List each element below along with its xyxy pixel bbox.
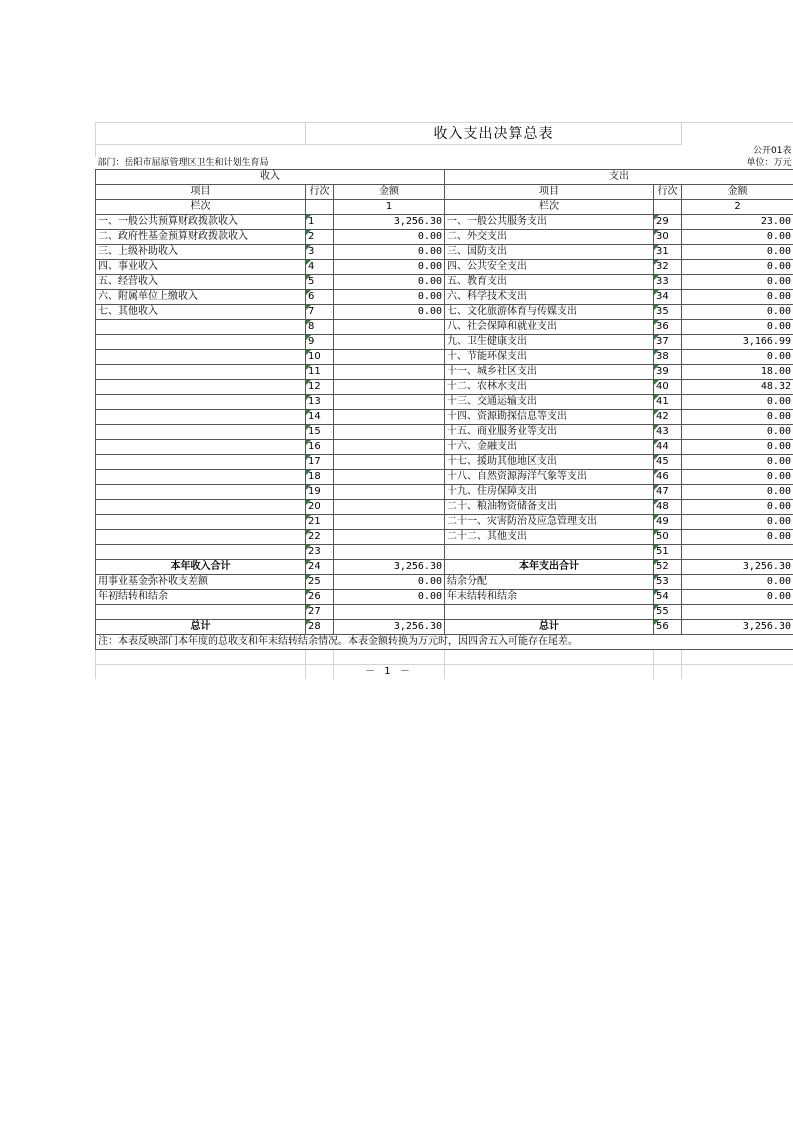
expense-item-cell: 八、社会保障和就业支出	[445, 320, 654, 335]
income-item-cell	[96, 395, 306, 410]
income-item-cell: 用事业基金弥补收支差额	[96, 575, 306, 590]
income-line-cell: 19	[306, 485, 334, 500]
unit-label: 单位：万元	[746, 158, 792, 168]
expense-item-cell: 十、节能环保支出	[445, 350, 654, 365]
expense-line-cell: 42	[654, 410, 682, 425]
income-amount-cell	[334, 320, 445, 335]
income-amount-cell	[334, 485, 445, 500]
expense-item-cell: 五、教育支出	[445, 275, 654, 290]
expense-amount-cell: 0.00	[682, 590, 793, 605]
expense-amount-cell: 3,166.99	[682, 335, 793, 350]
income-item-cell	[96, 380, 306, 395]
expense-item-cell: 总计	[445, 620, 654, 635]
income-amount-cell	[334, 515, 445, 530]
income-amount-cell: 0.00	[334, 260, 445, 275]
income-item-cell: 六、附属单位上缴收入	[96, 290, 306, 305]
table-row	[96, 260, 793, 275]
income-item-cell	[96, 500, 306, 515]
income-section-header: 收入	[96, 170, 445, 185]
income-item-cell	[96, 440, 306, 455]
income-item-cell	[96, 350, 306, 365]
income-line-cell: 22	[306, 530, 334, 545]
expense-line-cell: 36	[654, 320, 682, 335]
expense-item-cell: 十五、商业服务业等支出	[445, 425, 654, 440]
expense-line-cell: 29	[654, 215, 682, 230]
table-row	[96, 290, 793, 305]
income-item-cell	[96, 530, 306, 545]
expense-amount-cell: 0.00	[682, 230, 793, 245]
income-item-cell: 二、政府性基金预算财政拨款收入	[96, 230, 306, 245]
expense-item-cell: 十七、援助其他地区支出	[445, 455, 654, 470]
income-amount-cell	[334, 545, 445, 560]
income-item-cell	[96, 545, 306, 560]
expense-line-cell: 33	[654, 275, 682, 290]
expense-amount-cell: 0.00	[682, 500, 793, 515]
expense-item-cell: 二十二、其他支出	[445, 530, 654, 545]
expense-item-cell: 十二、农林水支出	[445, 380, 654, 395]
expense-amount-cell	[682, 605, 793, 620]
expense-amount-cell: 0.00	[682, 305, 793, 320]
income-amount-cell	[334, 440, 445, 455]
expense-amount-cell: 0.00	[682, 575, 793, 590]
income-amount-cell: 3,256.30	[334, 620, 445, 635]
expense-item-cell	[445, 605, 654, 620]
income-item-cell	[96, 365, 306, 380]
income-line-cell: 8	[306, 320, 334, 335]
expense-item-cell: 六、科学技术支出	[445, 290, 654, 305]
income-amount-cell	[334, 605, 445, 620]
income-item-cell: 年初结转和结余	[96, 590, 306, 605]
income-line-cell: 6	[306, 290, 334, 305]
expense-item-cell: 九、卫生健康支出	[445, 335, 654, 350]
expense-line-cell: 30	[654, 230, 682, 245]
income-amount-cell	[334, 425, 445, 440]
table-row	[96, 455, 793, 470]
income-line-cell: 18	[306, 470, 334, 485]
table-row	[96, 365, 793, 380]
income-item-cell: 四、事业收入	[96, 260, 306, 275]
table-row	[96, 320, 793, 335]
expense-amount-cell: 0.00	[682, 455, 793, 470]
expense-amount-cell: 0.00	[682, 395, 793, 410]
expense-line-cell: 35	[654, 305, 682, 320]
income-amount-cell: 3,256.30	[334, 560, 445, 575]
expense-line-cell: 38	[654, 350, 682, 365]
expense-item-cell: 十八、自然资源海洋气象等支出	[445, 470, 654, 485]
expense-amount-cell	[682, 545, 793, 560]
income-amount-cell	[334, 350, 445, 365]
income-line-cell: 5	[306, 275, 334, 290]
spreadsheet-page	[95, 122, 793, 679]
expense-line-cell: 56	[654, 620, 682, 635]
income-item-cell	[96, 515, 306, 530]
income-line-cell: 24	[306, 560, 334, 575]
income-amount-cell: 0.00	[334, 290, 445, 305]
expense-amount-cell: 0.00	[682, 530, 793, 545]
expense-amount-cell: 18.00	[682, 365, 793, 380]
expense-line-cell: 31	[654, 245, 682, 260]
income-line-cell: 3	[306, 245, 334, 260]
income-line-cell: 4	[306, 260, 334, 275]
income-item-cell: 总计	[96, 620, 306, 635]
table-row	[96, 590, 793, 605]
expense-line-cell: 50	[654, 530, 682, 545]
income-item-cell: 本年收入合计	[96, 560, 306, 575]
income-line-cell: 7	[306, 305, 334, 320]
expense-line-cell: 40	[654, 380, 682, 395]
expense-line-cell: 47	[654, 485, 682, 500]
expense-col-number: 2	[682, 200, 793, 215]
expense-item-cell: 二十一、灾害防治及应急管理支出	[445, 515, 654, 530]
income-amount-cell	[334, 455, 445, 470]
table-title: 收入支出决算总表	[306, 123, 682, 145]
table-row	[96, 485, 793, 500]
expense-amount-cell: 0.00	[682, 275, 793, 290]
income-line-header: 行次	[306, 185, 334, 200]
income-amount-cell: 3,256.30	[334, 215, 445, 230]
expense-amount-cell: 0.00	[682, 425, 793, 440]
income-item-header: 项目	[96, 185, 306, 200]
table-note: 注：本表反映部门本年度的总收支和年末结转结余情况。本表金额转换为万元时，因四舍五入可能存在尾差。	[96, 635, 793, 650]
expense-item-cell: 十一、城乡社区支出	[445, 365, 654, 380]
expense-item-cell: 十六、金融支出	[445, 440, 654, 455]
expense-line-cell: 44	[654, 440, 682, 455]
income-item-cell: 一、一般公共预算财政拨款收入	[96, 215, 306, 230]
expense-line-cell: 52	[654, 560, 682, 575]
income-line-cell: 21	[306, 515, 334, 530]
table-row	[96, 230, 793, 245]
expense-amount-cell: 0.00	[682, 245, 793, 260]
expense-item-cell: 一、一般公共服务支出	[445, 215, 654, 230]
income-line-cell: 28	[306, 620, 334, 635]
income-item-cell: 七、其他收入	[96, 305, 306, 320]
expense-line-cell: 54	[654, 590, 682, 605]
income-amount-cell	[334, 395, 445, 410]
expense-line-cell: 51	[654, 545, 682, 560]
table-row	[96, 500, 793, 515]
income-line-cell: 9	[306, 335, 334, 350]
income-amount-cell	[334, 380, 445, 395]
expense-item-cell: 本年支出合计	[445, 560, 654, 575]
income-line-cell: 14	[306, 410, 334, 425]
expense-line-cell: 37	[654, 335, 682, 350]
income-amount-cell	[334, 335, 445, 350]
income-item-cell	[96, 470, 306, 485]
income-line-cell: 15	[306, 425, 334, 440]
table-row	[96, 605, 793, 620]
income-amount-cell	[334, 470, 445, 485]
income-item-cell	[96, 485, 306, 500]
expense-amount-cell: 0.00	[682, 260, 793, 275]
expense-col-label: 栏次	[445, 200, 654, 215]
income-amount-cell	[334, 500, 445, 515]
income-line-cell: 23	[306, 545, 334, 560]
table-row	[96, 620, 793, 635]
income-line-cell: 1	[306, 215, 334, 230]
table-row	[96, 410, 793, 425]
income-amount-cell: 0.00	[334, 275, 445, 290]
expense-amount-cell: 0.00	[682, 470, 793, 485]
expense-item-cell: 十四、资源勘探信息等支出	[445, 410, 654, 425]
income-item-cell: 五、经营收入	[96, 275, 306, 290]
expense-item-cell: 十三、交通运输支出	[445, 395, 654, 410]
form-code: 公开01表	[753, 145, 792, 156]
income-amount-cell: 0.00	[334, 305, 445, 320]
income-line-cell: 20	[306, 500, 334, 515]
expense-amount-cell: 3,256.30	[682, 620, 793, 635]
table-row	[96, 380, 793, 395]
expense-item-cell: 三、国防支出	[445, 245, 654, 260]
table-row	[96, 515, 793, 530]
table-row	[96, 575, 793, 590]
expense-amount-cell: 0.00	[682, 320, 793, 335]
expense-amount-cell: 0.00	[682, 440, 793, 455]
expense-line-cell: 41	[654, 395, 682, 410]
table-row	[96, 425, 793, 440]
income-line-cell: 13	[306, 395, 334, 410]
income-line-cell: 27	[306, 605, 334, 620]
department-label: 部门：岳阳市屈原管理区卫生和计划生育局	[97, 158, 269, 168]
expense-amount-cell: 0.00	[682, 515, 793, 530]
income-item-cell: 三、上级补助收入	[96, 245, 306, 260]
expense-line-cell: 48	[654, 500, 682, 515]
income-item-cell	[96, 410, 306, 425]
income-col-number: 1	[334, 200, 445, 215]
expense-amount-cell: 0.00	[682, 290, 793, 305]
income-item-cell	[96, 425, 306, 440]
income-line-cell: 26	[306, 590, 334, 605]
income-line-cell: 12	[306, 380, 334, 395]
table-row	[96, 395, 793, 410]
income-item-cell	[96, 455, 306, 470]
expense-item-cell: 七、文化旅游体育与传媒支出	[445, 305, 654, 320]
expense-item-cell: 四、公共安全支出	[445, 260, 654, 275]
table-row	[96, 440, 793, 455]
expense-amount-cell: 3,256.30	[682, 560, 793, 575]
income-amount-cell: 0.00	[334, 590, 445, 605]
income-item-cell	[96, 605, 306, 620]
table-row	[96, 350, 793, 365]
expense-amount-cell: 0.00	[682, 485, 793, 500]
expense-line-cell: 49	[654, 515, 682, 530]
expense-amount-cell: 23.00	[682, 215, 793, 230]
table-row	[96, 530, 793, 545]
table-row	[96, 560, 793, 575]
table-row	[96, 215, 793, 230]
expense-item-cell	[445, 545, 654, 560]
expense-item-cell: 十九、住房保障支出	[445, 485, 654, 500]
expense-item-cell: 二、外交支出	[445, 230, 654, 245]
expense-line-cell: 53	[654, 575, 682, 590]
income-amount-cell	[334, 410, 445, 425]
expense-line-cell: 34	[654, 290, 682, 305]
page-number: － 1 －	[334, 665, 445, 680]
income-line-cell: 25	[306, 575, 334, 590]
expense-item-cell: 二十、粮油物资储备支出	[445, 500, 654, 515]
expense-section-header: 支出	[445, 170, 793, 185]
expense-amount-header: 金额	[682, 185, 793, 200]
income-amount-cell: 0.00	[334, 245, 445, 260]
income-expense-table	[95, 122, 793, 679]
income-line-cell: 2	[306, 230, 334, 245]
income-amount-cell: 0.00	[334, 575, 445, 590]
expense-amount-cell: 0.00	[682, 350, 793, 365]
income-item-cell	[96, 320, 306, 335]
income-amount-cell: 0.00	[334, 230, 445, 245]
income-col-label: 栏次	[96, 200, 306, 215]
income-line-cell: 17	[306, 455, 334, 470]
table-row	[96, 335, 793, 350]
expense-item-cell: 结余分配	[445, 575, 654, 590]
expense-line-cell: 32	[654, 260, 682, 275]
income-amount-header: 金额	[334, 185, 445, 200]
expense-item-header: 项目	[445, 185, 654, 200]
expense-line-cell: 55	[654, 605, 682, 620]
table-row	[96, 545, 793, 560]
expense-amount-cell: 0.00	[682, 410, 793, 425]
expense-item-cell: 年末结转和结余	[445, 590, 654, 605]
income-line-cell: 11	[306, 365, 334, 380]
income-amount-cell	[334, 365, 445, 380]
expense-line-cell: 39	[654, 365, 682, 380]
income-item-cell	[96, 335, 306, 350]
expense-line-cell: 46	[654, 470, 682, 485]
table-row	[96, 275, 793, 290]
expense-line-cell: 45	[654, 455, 682, 470]
income-line-cell: 10	[306, 350, 334, 365]
expense-amount-cell: 48.32	[682, 380, 793, 395]
table-row	[96, 305, 793, 320]
income-line-cell: 16	[306, 440, 334, 455]
income-amount-cell	[334, 530, 445, 545]
expense-line-cell: 43	[654, 425, 682, 440]
expense-line-header: 行次	[654, 185, 682, 200]
table-row	[96, 245, 793, 260]
table-row	[96, 470, 793, 485]
